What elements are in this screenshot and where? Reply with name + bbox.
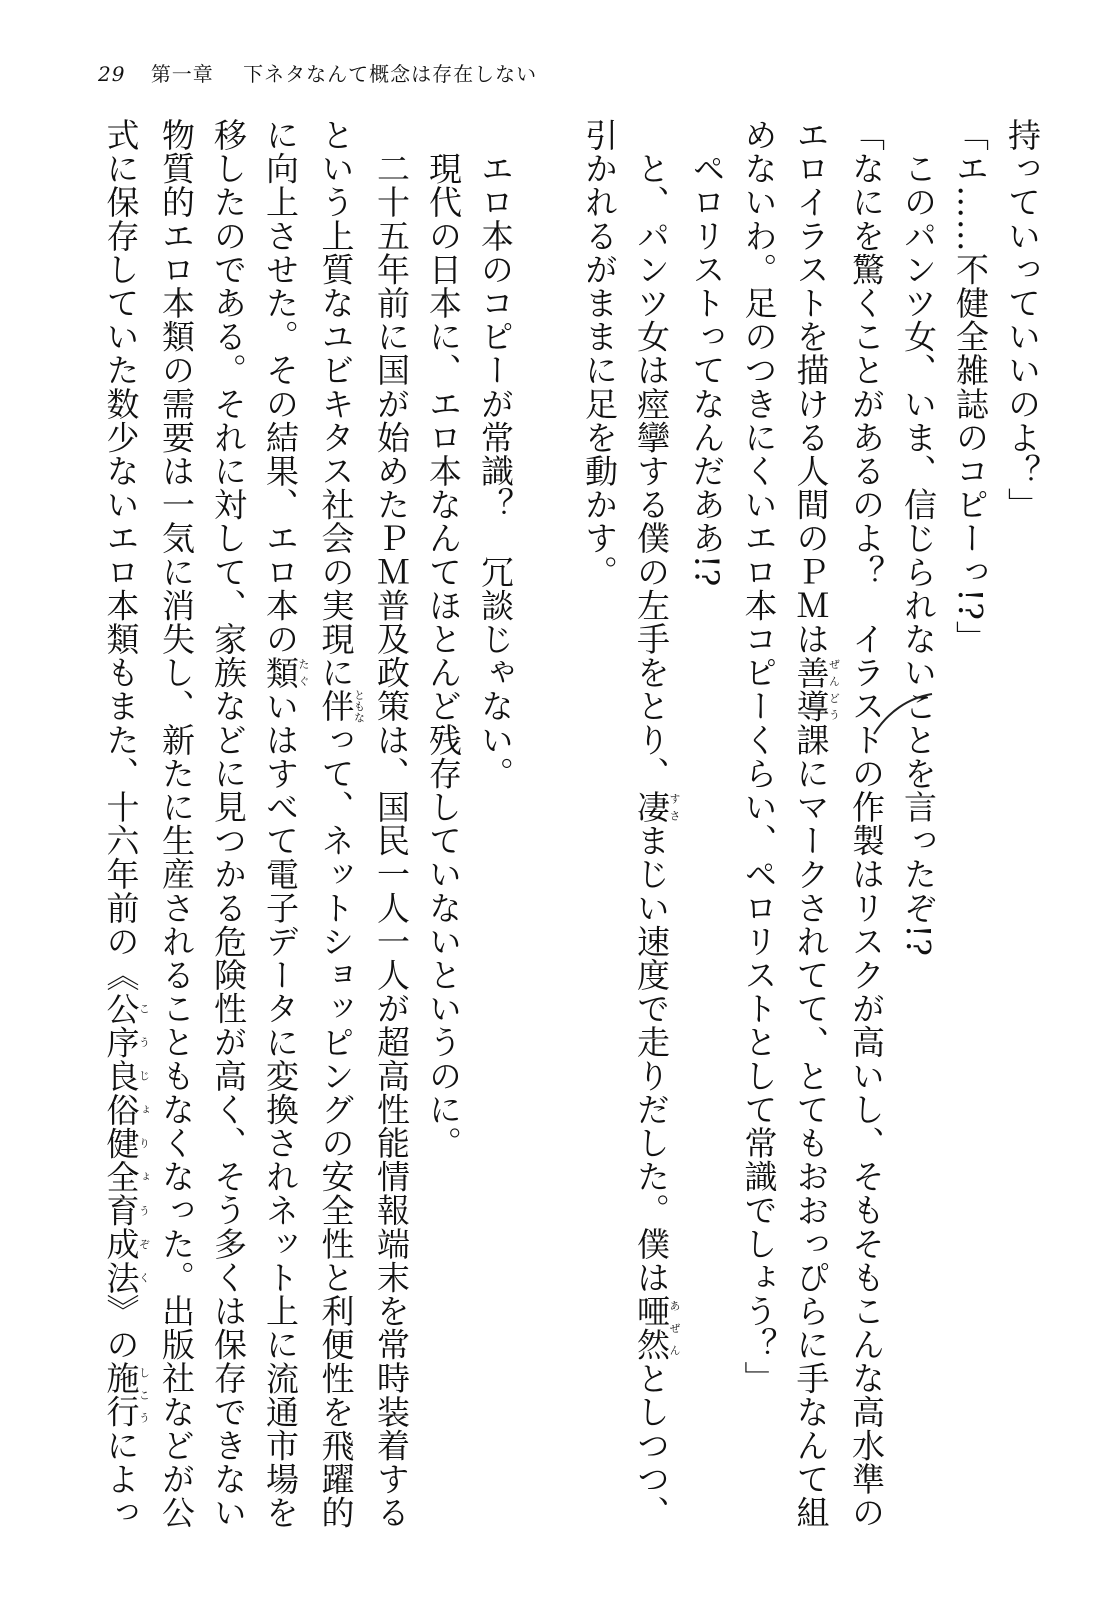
text-line: 持っていっていいのよ？」 <box>1003 118 1042 522</box>
text-line: に向上させた。その結果、エロ本の類たぐいはすべて電子データに変換されネット上に流通市場を <box>261 118 310 1530</box>
text-line: このパンツ女、いま、信じられないことを言ったぞ!? <box>899 118 938 957</box>
text-line: 引かれるがままに足を動かす。 <box>580 118 619 589</box>
ruby-zendou: 善導ぜんどう <box>791 655 841 723</box>
text-line: 二十五年前に国が始めたＰＭ普及政策は、国民一人一人が超高性能情報端末を常時装着する <box>372 118 411 1530</box>
ruby-shikou: 施行しこう <box>101 1361 151 1429</box>
text-line: 現代の日本に、エロ本なんてほとんど残存していないというのに。 <box>424 118 463 1160</box>
text-line: 移したのである。それに対して、家族などに見つかる危険性が高く、そう多くは保存できない <box>209 118 248 1530</box>
chapter-title: 下ネタなんて概念は存在しない <box>243 62 538 86</box>
ruby-susa: 凄すさ <box>632 790 681 824</box>
text-line: 物質的エロ本類の需要は一気に消失し、新たに生産されることもなくなった。出版社などが公 <box>157 118 196 1530</box>
running-header <box>98 58 537 87</box>
ruby-azen: 唖然あぜん <box>632 1294 681 1362</box>
text-line: 式に保存していた数少ないエロ本類もまた、十六年前の《公序良俗健全育成法こうじょりょうぞく》の施行しこうによっ <box>101 118 151 1530</box>
page-number: 29 <box>98 62 126 86</box>
text-line: 「なにを驚くことがあるのよ？ イラストの作製はリスクが高いし、そもそもこんな高水準の <box>847 118 886 1530</box>
text-line: と、パンツ女は痙攣する僕の左手をとり、凄すさまじい速度で走りだした。僕は唖然あぜんとしつつ、 <box>632 118 681 1530</box>
blank-line <box>521 118 573 1548</box>
ruby-law-name: 公序良俗健全育成法こうじょりょうぞく <box>101 991 151 1295</box>
text-line: めないわ。足のつきにくいエロ本コピーくらい、ペロリストとして常識でしょう？」 <box>739 118 779 1395</box>
chapter-label: 第一章 <box>150 62 214 86</box>
text-line: エロイラストを描ける人間のＰＭは善導ぜんどう課にマークされてて、とてもおおっぴらに手なんて組 <box>791 118 841 1530</box>
vertical-text-body <box>88 118 1048 1548</box>
text-line: 「エ……不健全雑誌のコピーっ!?」 <box>951 118 990 655</box>
text-line: という上質なユビキタス社会の実現に伴ともなって、ネットショッピングの安全性と利便性を飛躍的 <box>316 118 366 1530</box>
text-line: ペロリストってなんだああ!? <box>687 118 727 587</box>
text-line: エロ本のコピーが常識？ 冗談じゃない。 <box>476 118 515 790</box>
scan-mark-icon <box>870 690 940 740</box>
ruby-tomona: 伴ともな <box>316 689 366 723</box>
ruby-tagu: 類たぐ <box>261 655 310 690</box>
